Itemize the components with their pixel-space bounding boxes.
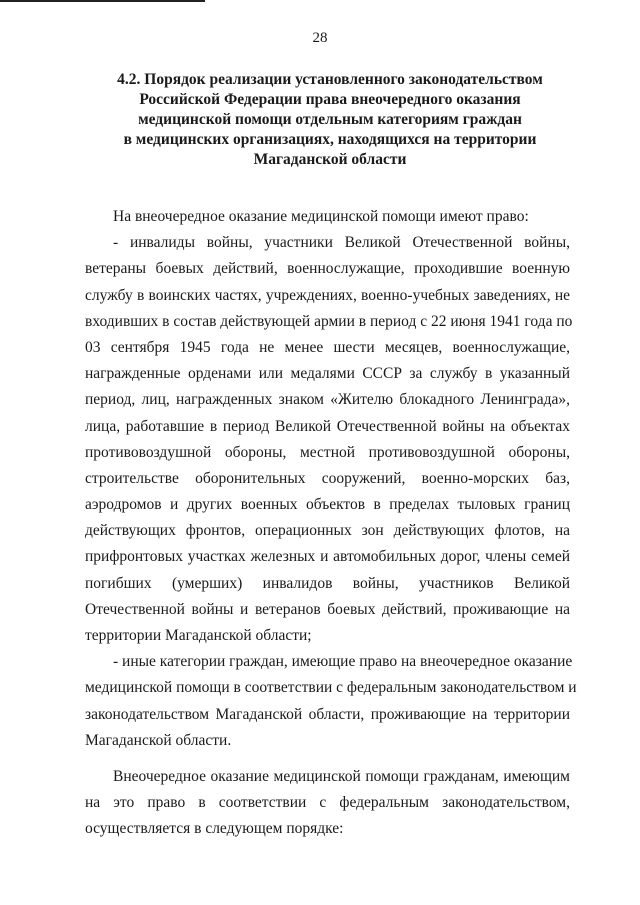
page-number: 28 [312, 30, 328, 46]
text-line: строительстве оборонительных сооружений, военно-морских баз, [85, 469, 570, 487]
text-line: аэродромов и других военных объектов в пределах тыловых границ [85, 496, 570, 514]
text-line: - иные категории граждан, имеющие право на внеочередное оказание [113, 653, 573, 671]
scan-edge-line [0, 0, 205, 2]
heading-line: Российской Федерации права внеочередного оказания [139, 91, 521, 108]
text-line: осуществляется в следующем порядке: [85, 820, 344, 838]
text-line: 03 сентября 1945 года не менее шести месяцев, военнослужащие, [85, 338, 570, 356]
heading-line: Магаданской области [253, 151, 407, 168]
text-line: прифронтовых участках железных и автомобильных дорог, члены семей [85, 548, 570, 566]
heading-line: в медицинских организациях, находящихся на территории [123, 131, 537, 148]
text-line: на это право в соответствии с федеральным законодательством, [85, 794, 570, 812]
text-line: лица, работавшие в период Великой Отечественной войны на объектах [85, 417, 570, 435]
procedure-paragraph [85, 764, 570, 843]
text-line: ветераны боевых действий, военнослужащие, проходившие военную [85, 260, 570, 278]
text-line: территории Магаданской области; [85, 627, 312, 644]
text-line: Внеочередное оказание медицинской помощи гражданам, имеющим [113, 767, 570, 785]
text-line: Магаданской области. [85, 731, 232, 749]
list-item-other-categories [85, 649, 577, 754]
text-line: награжденные орденами или медалями СССР за службу в указанный [85, 365, 570, 383]
body-text [85, 204, 577, 843]
text-line: медицинской помощи в соответствии с федеральным законодательством и [85, 679, 577, 697]
text-line: входивших в состав действующей армии в период с 22 июня 1941 года по [85, 312, 573, 330]
text-line: - инвалиды войны, участники Великой Отечественной войны, [113, 234, 570, 252]
list-item-war-veterans [85, 230, 573, 649]
text-line: действующих фронтов, операционных зон действующих флотов, на [85, 522, 570, 540]
heading-line: 4.2. Порядок реализации установленного законодательством [117, 71, 543, 88]
text-line: противовоздушной обороны, местной противовоздушной обороны, [85, 443, 570, 461]
heading-line: медицинской помощи отдельным категориям граждан [138, 111, 522, 128]
section-heading [90, 70, 570, 170]
text-line: службу в воинских частях, учреждениях, военно-учебных заведениях, не [85, 286, 570, 304]
intro-paragraph: На внеочередное оказание медицинской помощи имеют право: [113, 208, 529, 225]
text-line: Отечественной войны и ветеранов боевых действий, проживающие на [85, 600, 570, 618]
text-line: погибших (умерших) инвалидов войны, участников Великой [85, 574, 570, 592]
text-line: период, лиц, награжденных знаком «Жителю блокадного Ленинграда», [85, 391, 570, 409]
text-line: законодательством Магаданской области, проживающие на территории [85, 705, 570, 723]
